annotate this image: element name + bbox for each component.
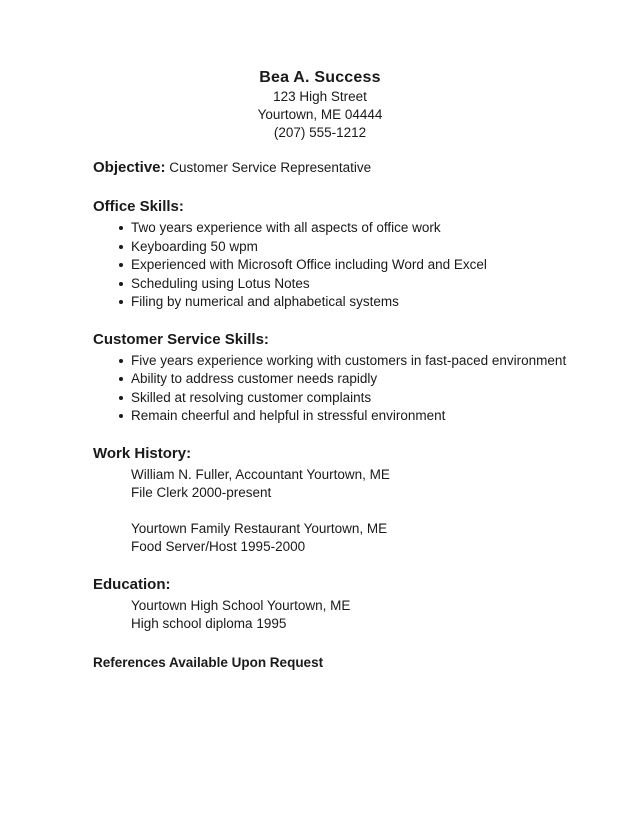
office-skills-heading: Office Skills:: [93, 198, 184, 215]
work-history-section: [93, 444, 580, 557]
list-item: Experienced with Microsoft Office including Word and Excel: [93, 256, 580, 275]
work-history-entry: [93, 466, 580, 503]
applicant-street: 123 High Street: [273, 89, 367, 104]
employer-name: William N. Fuller, Accountant Yourtown, ME: [131, 466, 390, 482]
work-history-heading: Work History:: [93, 444, 192, 462]
list-item: Remain cheerful and helpful in stressful environment: [93, 407, 580, 426]
references-line: References Available Upon Request: [93, 654, 324, 670]
objective-value: Customer Service Representative: [169, 160, 372, 175]
employer-name: Yourtown Family Restaurant Yourtown, ME: [131, 520, 388, 536]
degree-detail: High school diploma 1995: [131, 616, 287, 631]
customer-service-skills-section: [93, 330, 580, 426]
job-title-dates: File Clerk 2000-present: [131, 485, 272, 500]
objective-section: [93, 159, 580, 177]
list-item: Scheduling using Lotus Notes: [93, 275, 580, 294]
job-title-dates: Food Server/Host 1995-2000: [131, 539, 306, 554]
list-item: Filing by numerical and alphabetical systems: [93, 293, 580, 312]
list-item: Keyboarding 50 wpm: [93, 238, 580, 257]
customer-service-skills-list: [93, 352, 580, 426]
objective-label: Objective:: [93, 159, 166, 176]
list-item: Skilled at resolving customer complaints: [93, 389, 580, 408]
resume-body: [0, 142, 640, 672]
work-history-entry: [93, 520, 580, 557]
list-item: Ability to address customer needs rapidly: [93, 370, 580, 389]
education-entry: [93, 597, 580, 634]
resume-header: [0, 0, 640, 142]
school-name: Yourtown High School Yourtown, ME: [131, 597, 351, 613]
education-section: [93, 575, 580, 634]
applicant-phone: (207) 555-1212: [273, 125, 367, 140]
customer-service-skills-heading: Customer Service Skills:: [93, 330, 269, 348]
education-heading: Education:: [93, 575, 171, 593]
office-skills-list: [93, 219, 580, 312]
applicant-name: Bea A. Success: [259, 69, 381, 86]
list-item: Five years experience working with customers in fast-paced environment: [93, 352, 580, 371]
list-item: Two years experience with all aspects of office work: [93, 219, 580, 238]
office-skills-section: [93, 197, 580, 312]
applicant-city-state-zip: Yourtown, ME 04444: [257, 107, 383, 122]
